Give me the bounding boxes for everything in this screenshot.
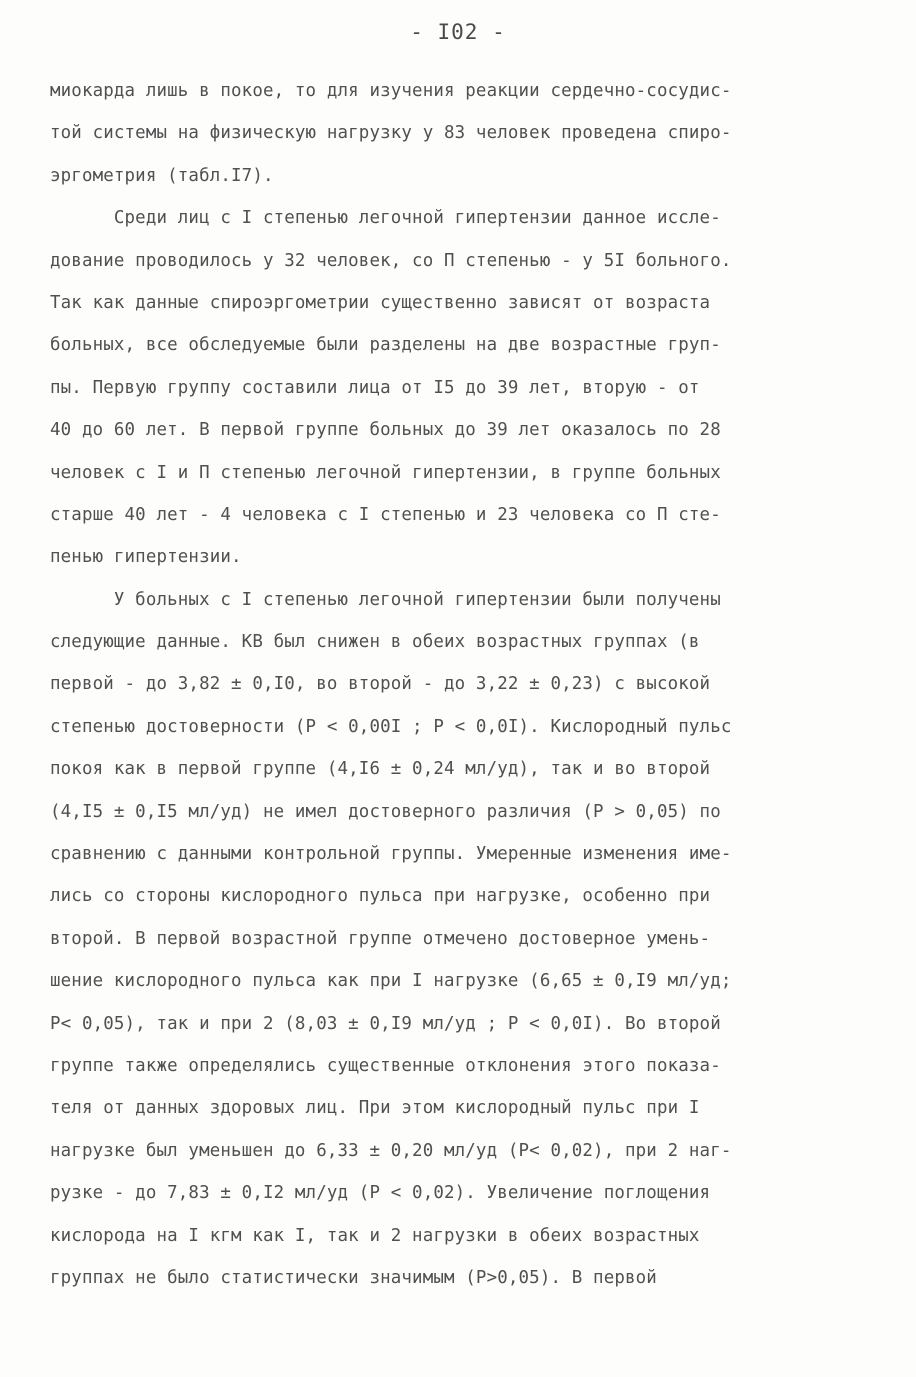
text-line: пы. Первую группу составили лица от I5 до 39 лет, вторую - от	[50, 377, 700, 398]
text-line: Так как данные спироэргометрии существенно зависят от возраста	[50, 292, 711, 313]
text-line: (4,I5 ± 0,I5 мл/уд) не имел достоверного различия (P > 0,05) по	[50, 801, 721, 822]
text-line: кислорода на I кгм как I, так и 2 нагрузки в обеих возрастных	[50, 1225, 700, 1246]
text-line: рузке - до 7,83 ± 0,I2 мл/уд (P < 0,02). Увеличение поглощения	[50, 1183, 711, 1204]
text-line: той системы на физическую нагрузку у 83 человек проведена спиро-	[50, 123, 732, 144]
page-number: - I02 -	[410, 20, 506, 44]
text-line: Среди лиц с I степенью легочной гипертензии данное иссле-	[50, 208, 721, 229]
text-line: первой - до 3,82 ± 0,I0, во второй - до 3,22 ± 0,23) с высокой	[50, 674, 711, 695]
text-line: эргометрия (табл.I7).	[50, 165, 274, 186]
text-line: нагрузке был уменьшен до 6,33 ± 0,20 мл/уд (P< 0,02), при 2 наг-	[50, 1140, 732, 1161]
text-line: следующие данные. КВ был снижен в обеих возрастных группах (в	[50, 632, 700, 653]
text-line: P< 0,05), так и при 2 (8,03 ± 0,I9 мл/уд ; P < 0,0I). Во второй	[50, 1013, 721, 1034]
text-line: теля от данных здоровых лиц. При этом кислородный пульс при I	[50, 1098, 700, 1119]
text-line: больных, все обследуемые были разделены на две возрастные груп-	[50, 335, 721, 356]
text-line: покоя как в первой группе (4,I6 ± 0,24 мл/уд), так и во второй	[50, 759, 711, 780]
text-line: старше 40 лет - 4 человека с I степенью и 23 человека со П сте-	[50, 504, 721, 525]
text-line: степенью достоверности (P < 0,00I ; P < 0,0I). Кислородный пульс	[50, 716, 732, 737]
body-text	[50, 70, 868, 1299]
text-line: У больных с I степенью легочной гипертензии были получены	[50, 589, 721, 610]
text-line: второй. В первой возрастной группе отмечено достоверное умень-	[50, 928, 711, 949]
text-line: лись со стороны кислородного пульса при нагрузке, особенно при	[50, 886, 711, 907]
text-line: группах не было статистически значимым (P>0,05). В первой	[50, 1267, 657, 1288]
text-line: сравнению с данными контрольной группы. Умеренные изменения име-	[50, 844, 732, 865]
text-line: дование проводилось у 32 человек, со П степенью - у 5I больного.	[50, 250, 732, 271]
text-line: 40 до 60 лет. В первой группе больных до 39 лет оказалось по 28	[50, 420, 721, 441]
text-line: пенью гипертензии.	[50, 547, 242, 568]
text-line: группе также определялись существенные отклонения этого показа-	[50, 1055, 721, 1076]
text-line: шение кислородного пульса как при I нагрузке (6,65 ± 0,I9 мл/уд;	[50, 971, 732, 992]
text-line: человек с I и П степенью легочной гипертензии, в группе больных	[50, 462, 721, 483]
text-line: миокарда лишь в покое, то для изучения реакции сердечно-сосудис-	[50, 81, 732, 101]
